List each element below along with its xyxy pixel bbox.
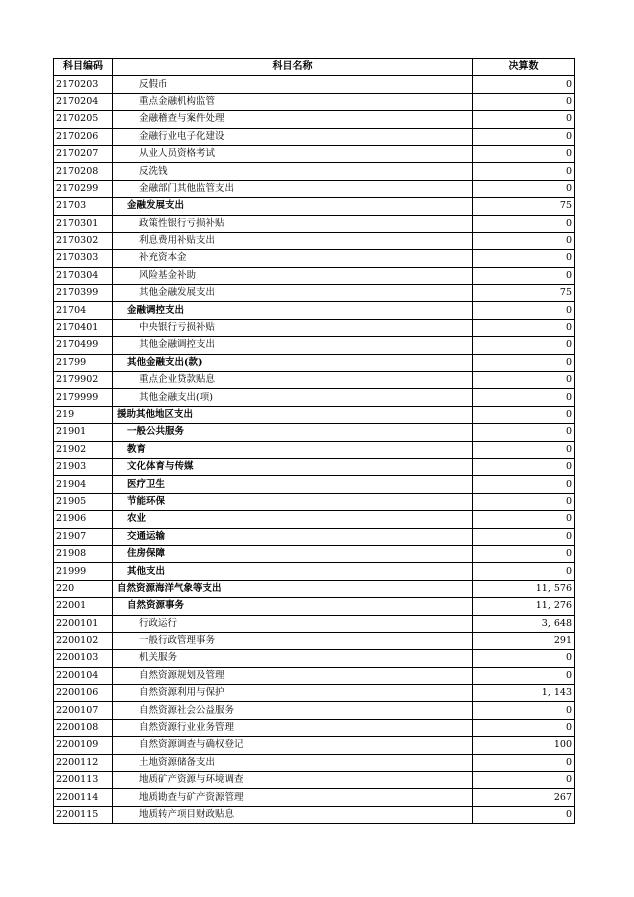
row-name: 援助其他地区支出 — [113, 406, 473, 423]
row-code: 2200109 — [54, 737, 113, 754]
table-row — [54, 685, 575, 702]
row-name: 自然资源利用与保护 — [113, 685, 473, 702]
row-value: 0 — [473, 145, 575, 162]
row-code: 21908 — [54, 545, 113, 562]
table-body — [54, 76, 575, 824]
table-row — [54, 511, 575, 528]
table-row — [54, 458, 575, 475]
row-value: 291 — [473, 632, 575, 649]
row-code: 2200106 — [54, 685, 113, 702]
row-code: 2170399 — [54, 285, 113, 302]
table-row — [54, 650, 575, 667]
row-name: 医疗卫生 — [113, 476, 473, 493]
row-name: 一般公共服务 — [113, 424, 473, 441]
table-row — [54, 545, 575, 562]
row-code: 2200114 — [54, 789, 113, 806]
header-code: 科目编码 — [54, 59, 113, 76]
row-name: 土地资源储备支出 — [113, 754, 473, 771]
table-row — [54, 302, 575, 319]
row-code: 21703 — [54, 198, 113, 215]
row-name: 反假币 — [113, 76, 473, 93]
row-code: 2170499 — [54, 337, 113, 354]
row-code: 2200102 — [54, 632, 113, 649]
row-code: 2200108 — [54, 719, 113, 736]
row-code: 21907 — [54, 528, 113, 545]
table-row — [54, 337, 575, 354]
row-code: 2200101 — [54, 615, 113, 632]
row-value: 0 — [473, 180, 575, 197]
row-name: 其他金融支出(项) — [113, 389, 473, 406]
row-code: 219 — [54, 406, 113, 423]
table-row — [54, 267, 575, 284]
row-value: 0 — [473, 319, 575, 336]
row-code: 21903 — [54, 458, 113, 475]
row-code: 21704 — [54, 302, 113, 319]
row-value: 0 — [473, 563, 575, 580]
row-name: 重点金融机构监管 — [113, 93, 473, 110]
row-value: 0 — [473, 93, 575, 110]
row-name: 政策性银行亏损补贴 — [113, 215, 473, 232]
table-row — [54, 737, 575, 754]
row-value: 0 — [473, 302, 575, 319]
table-row — [54, 598, 575, 615]
table-row — [54, 145, 575, 162]
row-name: 其他金融支出(款) — [113, 354, 473, 371]
row-name: 金融稽查与案件处理 — [113, 111, 473, 128]
row-code: 2170304 — [54, 267, 113, 284]
row-value: 100 — [473, 737, 575, 754]
row-name: 自然资源海洋气象等支出 — [113, 580, 473, 597]
row-value: 0 — [473, 215, 575, 232]
row-name: 其他支出 — [113, 563, 473, 580]
table-row — [54, 285, 575, 302]
table-row — [54, 754, 575, 771]
row-name: 金融行业电子化建设 — [113, 128, 473, 145]
budget-table — [53, 58, 575, 824]
header-name: 科目名称 — [113, 59, 473, 76]
table-header-row — [54, 59, 575, 76]
row-name: 住房保障 — [113, 545, 473, 562]
row-value: 0 — [473, 511, 575, 528]
row-value: 0 — [473, 458, 575, 475]
table-row — [54, 232, 575, 249]
header-value: 决算数 — [473, 59, 575, 76]
row-name: 金融发展支出 — [113, 198, 473, 215]
row-name: 重点企业贷款贴息 — [113, 372, 473, 389]
row-name: 自然资源事务 — [113, 598, 473, 615]
table-row — [54, 563, 575, 580]
row-name: 自然资源行业业务管理 — [113, 719, 473, 736]
row-name: 机关服务 — [113, 650, 473, 667]
row-code: 2170208 — [54, 163, 113, 180]
table-row — [54, 702, 575, 719]
row-value: 0 — [473, 806, 575, 823]
table-row — [54, 806, 575, 823]
row-name: 风险基金补助 — [113, 267, 473, 284]
row-value: 0 — [473, 667, 575, 684]
row-value: 0 — [473, 76, 575, 93]
table-row — [54, 198, 575, 215]
row-value: 0 — [473, 702, 575, 719]
row-code: 2170205 — [54, 111, 113, 128]
row-name: 自然资源规划及管理 — [113, 667, 473, 684]
table-row — [54, 163, 575, 180]
table-row — [54, 250, 575, 267]
row-value: 0 — [473, 111, 575, 128]
table-row — [54, 667, 575, 684]
row-value: 0 — [473, 232, 575, 249]
row-code: 2170401 — [54, 319, 113, 336]
row-code: 21799 — [54, 354, 113, 371]
row-code: 21905 — [54, 493, 113, 510]
table-row — [54, 580, 575, 597]
row-name: 地质转产项目财政贴息 — [113, 806, 473, 823]
row-code: 21999 — [54, 563, 113, 580]
row-code: 21904 — [54, 476, 113, 493]
row-code: 2170299 — [54, 180, 113, 197]
row-code: 2170301 — [54, 215, 113, 232]
row-name: 其他金融调控支出 — [113, 337, 473, 354]
row-code: 2170203 — [54, 76, 113, 93]
row-code: 2170302 — [54, 232, 113, 249]
row-name: 其他金融发展支出 — [113, 285, 473, 302]
row-name: 地质矿产资源与环境调查 — [113, 772, 473, 789]
row-code: 2179999 — [54, 389, 113, 406]
row-name: 金融部门其他监管支出 — [113, 180, 473, 197]
row-name: 利息费用补贴支出 — [113, 232, 473, 249]
row-value: 0 — [473, 389, 575, 406]
row-value: 3, 648 — [473, 615, 575, 632]
row-name: 农业 — [113, 511, 473, 528]
row-value: 75 — [473, 285, 575, 302]
row-name: 教育 — [113, 441, 473, 458]
table-row — [54, 93, 575, 110]
row-code: 220 — [54, 580, 113, 597]
row-code: 2200103 — [54, 650, 113, 667]
table-row — [54, 215, 575, 232]
row-name: 行政运行 — [113, 615, 473, 632]
table-row — [54, 128, 575, 145]
row-code: 2200112 — [54, 754, 113, 771]
row-code: 2200107 — [54, 702, 113, 719]
row-value: 0 — [473, 772, 575, 789]
table-row — [54, 111, 575, 128]
row-code: 2200115 — [54, 806, 113, 823]
row-value: 75 — [473, 198, 575, 215]
row-value: 1, 143 — [473, 685, 575, 702]
row-value: 0 — [473, 545, 575, 562]
table-row — [54, 615, 575, 632]
table-row — [54, 789, 575, 806]
row-name: 自然资源社会公益服务 — [113, 702, 473, 719]
row-value: 0 — [473, 372, 575, 389]
row-value: 0 — [473, 650, 575, 667]
table-row — [54, 354, 575, 371]
row-value: 0 — [473, 754, 575, 771]
table-row — [54, 389, 575, 406]
row-code: 2200104 — [54, 667, 113, 684]
row-value: 11, 576 — [473, 580, 575, 597]
row-name: 交通运输 — [113, 528, 473, 545]
table-row — [54, 424, 575, 441]
table-row — [54, 372, 575, 389]
row-value: 11, 276 — [473, 598, 575, 615]
row-value: 0 — [473, 719, 575, 736]
row-value: 0 — [473, 493, 575, 510]
row-name: 一般行政管理事务 — [113, 632, 473, 649]
row-code: 2170204 — [54, 93, 113, 110]
row-code: 2170206 — [54, 128, 113, 145]
table-row — [54, 441, 575, 458]
row-value: 0 — [473, 528, 575, 545]
row-code: 21901 — [54, 424, 113, 441]
row-value: 0 — [473, 424, 575, 441]
row-name: 反洗钱 — [113, 163, 473, 180]
row-value: 0 — [473, 337, 575, 354]
row-value: 0 — [473, 441, 575, 458]
row-name: 中央银行亏损补贴 — [113, 319, 473, 336]
row-value: 0 — [473, 476, 575, 493]
row-code: 21902 — [54, 441, 113, 458]
table-row — [54, 493, 575, 510]
row-name: 自然资源调查与确权登记 — [113, 737, 473, 754]
table-row — [54, 476, 575, 493]
table-row — [54, 632, 575, 649]
row-value: 0 — [473, 354, 575, 371]
row-value: 0 — [473, 406, 575, 423]
row-name: 节能环保 — [113, 493, 473, 510]
row-value: 0 — [473, 267, 575, 284]
row-value: 0 — [473, 128, 575, 145]
row-code: 2170207 — [54, 145, 113, 162]
table-row — [54, 319, 575, 336]
row-code: 2200113 — [54, 772, 113, 789]
table-row — [54, 406, 575, 423]
row-name: 补充资本金 — [113, 250, 473, 267]
table-row — [54, 719, 575, 736]
row-name: 金融调控支出 — [113, 302, 473, 319]
row-value: 0 — [473, 250, 575, 267]
table-row — [54, 772, 575, 789]
row-code: 22001 — [54, 598, 113, 615]
table-row — [54, 76, 575, 93]
row-code: 2170303 — [54, 250, 113, 267]
row-name: 文化体育与传媒 — [113, 458, 473, 475]
row-code: 2179902 — [54, 372, 113, 389]
table-row — [54, 528, 575, 545]
table-row — [54, 180, 575, 197]
row-code: 21906 — [54, 511, 113, 528]
row-value: 0 — [473, 163, 575, 180]
row-name: 地质勘查与矿产资源管理 — [113, 789, 473, 806]
row-name: 从业人员资格考试 — [113, 145, 473, 162]
row-value: 267 — [473, 789, 575, 806]
